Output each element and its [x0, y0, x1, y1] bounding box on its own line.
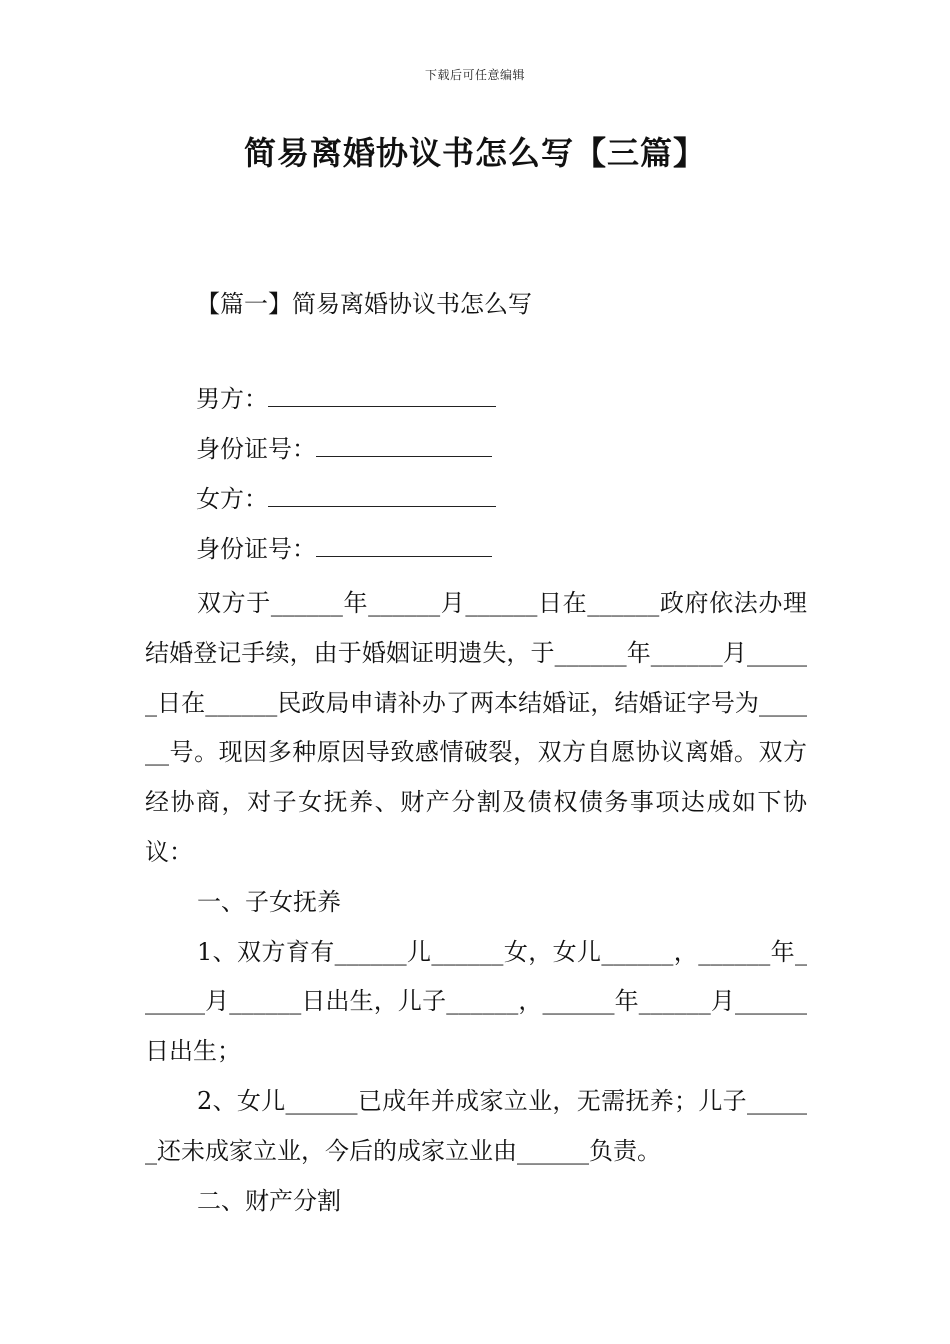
custody-item-1: 1、双方育有______儿______女，女儿______，______年______月______日出生，儿子______，______年______月______日出生； — [145, 937, 807, 1066]
agreement-body — [145, 579, 807, 1226]
husband-id-label: 身份证号： — [196, 435, 316, 463]
husband-id-blank — [316, 434, 492, 457]
wife-label: 女方： — [196, 485, 268, 513]
section-heading: 【篇一】简易离婚协议书怎么写 — [196, 290, 532, 318]
custody-item-2: 2、女儿______已成年并成家立业，无需抚养；儿子______还未成家立业，今后的成家立业由______负责。 — [145, 1086, 807, 1165]
husband-id-field — [196, 432, 496, 482]
wife-field — [196, 482, 496, 532]
document-title: 简易离婚协议书怎么写【三篇】 — [243, 134, 706, 172]
header-note: 下载后可任意编辑 — [424, 68, 525, 82]
intro-paragraph: 双方于______年______月______日在______政府依法办理结婚登记手续，由于婚姻证明遗失，于______年______月______日在______民政局申请补办了两本结婚证，结婚证字号为______号。现因多种原因导致感情破裂，双方自愿协议离婚。双方经协商，对子女抚养、财产分割及债权债务事项达成如下协议： — [145, 589, 807, 866]
property-division-heading: 二、财产分割 — [197, 1186, 341, 1215]
child-custody-heading: 一、子女抚养 — [197, 887, 341, 916]
husband-label: 男方： — [196, 385, 268, 413]
husband-blank — [268, 384, 496, 407]
husband-field — [196, 382, 496, 432]
party-info-fields — [196, 382, 496, 582]
wife-blank — [268, 484, 496, 507]
wife-id-field — [196, 532, 496, 582]
wife-id-blank — [316, 534, 492, 557]
wife-id-label: 身份证号： — [196, 535, 316, 563]
